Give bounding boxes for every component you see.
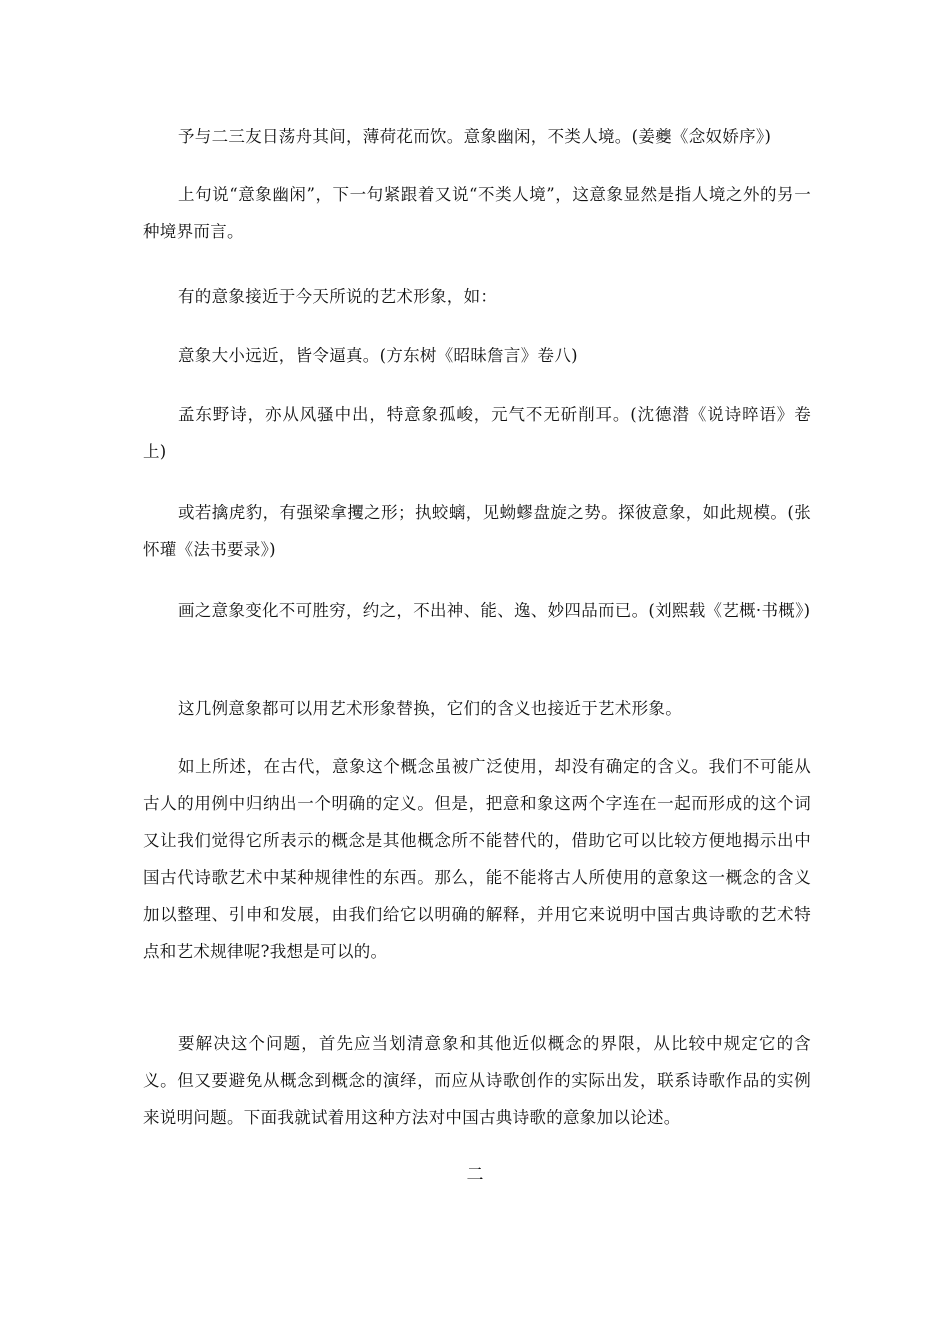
- section-heading: 二: [466, 1165, 484, 1185]
- paragraph-summary: 这几例意象都可以用艺术形象替换，它们的含义也接近于艺术形象。: [178, 699, 682, 718]
- paragraph-quote-liu-xizai: 画之意象变化不可胜穷，约之，不出神、能、逸、妙四品而已。(刘熙载《艺概·书概》): [178, 601, 811, 620]
- paragraph-commentary-1: 上句说“意象幽闲”，下一句紧跟着又说“不类人境”，这意象显然是指人境之外的另一种境界而言。: [143, 185, 811, 241]
- paragraph-quote-shen-deqian: 孟东野诗，亦从风骚中出，特意象孤峻，元气不无斫削耳。(沈德潜《说诗晬语》卷上): [143, 405, 811, 461]
- paragraph-intro-examples: 有的意象接近于今天所说的艺术形象，如：: [178, 287, 498, 306]
- paragraph-quote-jiang-kui: 予与二三友日荡舟其间，薄荷花而饮。意象幽闲，不类人境。(姜夔《念奴娇序》): [178, 127, 772, 146]
- paragraph-method: 要解决这个问题，首先应当划清意象和其他近似概念的界限，从比较中规定它的含义。但又要避免从概念到概念的演绎，而应从诗歌创作的实际出发，联系诗歌作品的实例来说明问题。下面我就试着用这种方法对中国古典诗歌的意象加以论述。: [143, 1034, 811, 1127]
- paragraph-discussion: 如上所述，在古代，意象这个概念虽被广泛使用，却没有确定的含义。我们不可能从古人的用例中归纳出一个明确的定义。但是，把意和象这两个字连在一起而形成的这个词又让我们觉得它所表示的概念是其他概念所不能替代的，借助它可以比较方便地揭示出中国古代诗歌艺术中某种规律性的东西。那么，能不能将古人所使用的意象这一概念的含义加以整理、引申和发展，由我们给它以明确的解释，并用它来说明中国古典诗歌的艺术特点和艺术规律呢?我想是可以的。: [143, 757, 811, 961]
- paragraph-quote-fang-dongshu: 意象大小远近，皆令逼真。(方东树《昭昧詹言》卷八): [178, 346, 578, 365]
- paragraph-quote-zhang-huaiguan: 或若擒虎豹，有强梁拿攫之形；执蛟螭，见蚴蟉盘旋之势。探彼意象，如此规模。(张怀瓘《法书要录》): [143, 503, 811, 559]
